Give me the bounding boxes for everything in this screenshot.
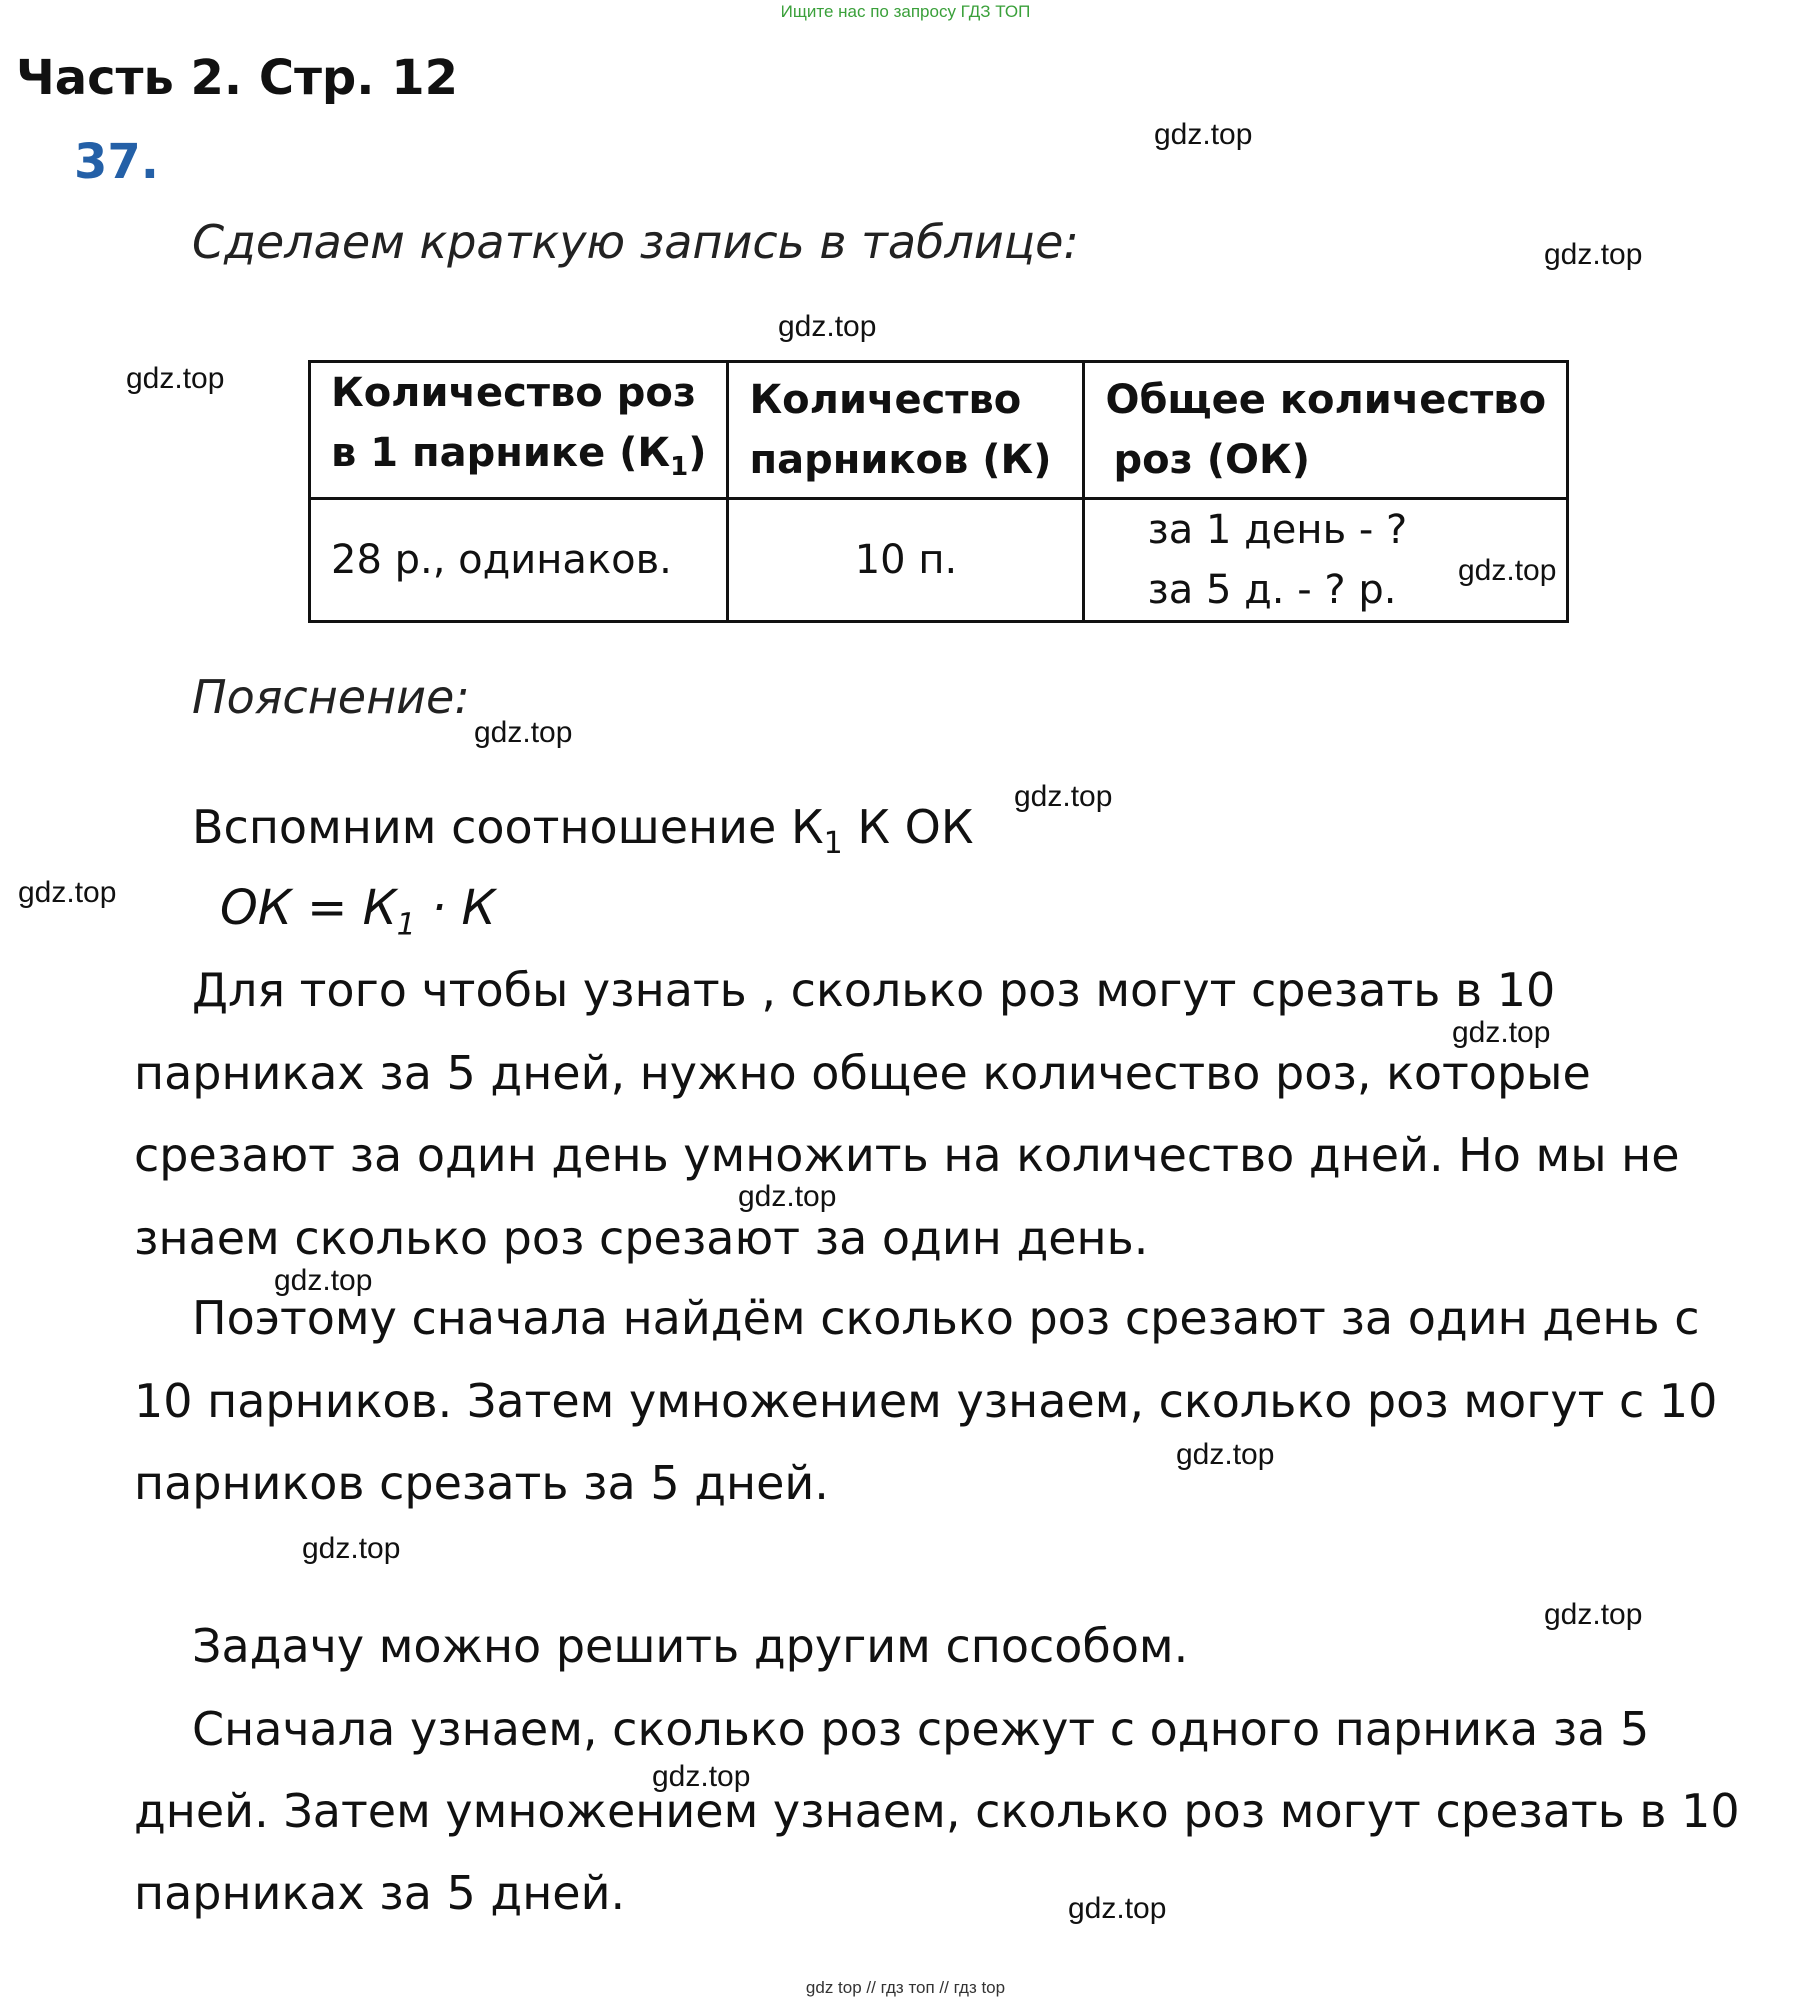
task-number: 37. bbox=[74, 134, 160, 190]
watermark: gdz.top bbox=[652, 1760, 751, 1793]
short-record-table bbox=[308, 360, 1569, 623]
watermark: gdz.top bbox=[1458, 554, 1557, 587]
paragraph-line: Для того чтобы узнать , сколько роз могут срезать в 10 bbox=[192, 963, 1556, 1017]
watermark: gdz.top bbox=[1452, 1016, 1551, 1049]
table-row bbox=[310, 499, 1568, 622]
watermark: gdz.top bbox=[302, 1532, 401, 1565]
paragraph-line: парников срезать за 5 дней. bbox=[134, 1456, 829, 1510]
watermark: gdz.top bbox=[738, 1180, 837, 1213]
paragraph-line: Поэтому сначала найдём сколько роз срезают за один день с bbox=[192, 1291, 1700, 1345]
footer: gdz top // гдз топ // гдз top bbox=[805, 1978, 1006, 1997]
paragraph-line: парниках за 5 дней. bbox=[134, 1866, 626, 1920]
header-greenhouse-count: Количество парников (К) bbox=[728, 362, 1084, 499]
formula: ОК = $К_1 \cdot К$ bbox=[220, 880, 496, 943]
table-header-row bbox=[310, 362, 1568, 499]
relation-line: Вспомним соотношение $К_1$ К ОК bbox=[192, 800, 974, 862]
cell-greenhouse-count: 10 п. bbox=[728, 499, 1084, 622]
watermark: gdz.top bbox=[778, 310, 877, 343]
paragraph-line: Задачу можно решить другим способом. bbox=[192, 1619, 1189, 1673]
paragraph-line: срезают за один день умножить на количество дней. Но мы не bbox=[134, 1128, 1680, 1182]
header-total-roses: Общее количество роз (ОК) bbox=[1084, 362, 1568, 499]
watermark: gdz.top bbox=[474, 716, 573, 749]
watermark: gdz.top bbox=[126, 362, 225, 395]
watermark: gdz.top bbox=[1154, 118, 1253, 151]
watermark: gdz.top bbox=[1014, 780, 1113, 813]
watermark: gdz.top bbox=[1544, 238, 1643, 271]
paragraph-line: дней. Затем умножением узнаем, сколько роз могут срезать в 10 bbox=[134, 1784, 1740, 1838]
watermark: gdz.top bbox=[1176, 1438, 1275, 1471]
cell-roses-per-greenhouse: 28 р., одинаков. bbox=[310, 499, 728, 622]
watermark: gdz.top bbox=[1544, 1598, 1643, 1631]
paragraph-line: парниках за 5 дней, нужно общее количество роз, которые bbox=[134, 1046, 1591, 1100]
watermark: gdz.top bbox=[18, 876, 117, 909]
explanation-label: Пояснение: bbox=[192, 670, 470, 724]
paragraph-line: Сначала узнаем, сколько роз срежут с одного парника за 5 bbox=[192, 1702, 1650, 1756]
watermark: gdz.top bbox=[1068, 1892, 1167, 1925]
table-intro: Сделаем краткую запись в таблице: bbox=[192, 215, 1079, 269]
top-banner: Ищите нас по запросу ГДЗ ТОП bbox=[780, 2, 1031, 21]
watermark: gdz.top bbox=[274, 1264, 373, 1297]
paragraph-line: знаем сколько роз срезают за один день. bbox=[134, 1211, 1149, 1265]
paragraph-line: 10 парников. Затем умножением узнаем, сколько роз могут с 10 bbox=[134, 1374, 1718, 1428]
page-title: Часть 2. Стр. 12 bbox=[16, 50, 459, 106]
cell-total-roses: за 1 день - ? за 5 д. - ? р. bbox=[1084, 499, 1568, 622]
header-roses-per-greenhouse: Количество роз в 1 парнике $(К_1)$ bbox=[310, 362, 728, 499]
